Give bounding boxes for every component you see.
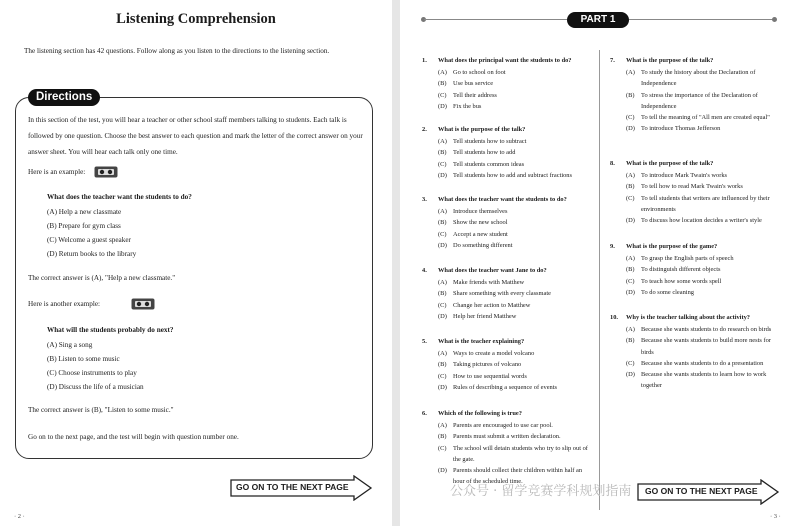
question-number: 6.: [422, 410, 427, 417]
option-text: To study the history about the Declaration of Independence: [641, 69, 756, 88]
option-text: To introduce Mark Twain's works: [641, 172, 728, 179]
option-text: To discuss how location decides a writer's style: [641, 217, 762, 225]
option-text: Help her friend Matthew: [453, 312, 517, 320]
question-4: [422, 267, 594, 322]
option-letter: (D): [626, 371, 635, 379]
example-option: (C) Choose instruments to play: [47, 369, 137, 377]
option-text: To teach how some words spell: [641, 277, 722, 285]
directions-text: In this section of the test, you will hear a teacher or other school staff members talking to students. Each talk is followed by one question. Choose the best answer to each question and mark the letter of the correct answer on your answer sheet. You will hear each talk only one time.: [28, 116, 363, 156]
question-number: 8.: [610, 160, 615, 167]
question-text: What does the principal want the students to do?: [438, 57, 572, 64]
example1-question: What does the teacher want the students to do?: [47, 193, 192, 201]
go-on-next-page-button[interactable]: [637, 479, 780, 505]
option-text: To tell students that writers are influenced by their environments: [641, 194, 770, 213]
example2-answer: The correct answer is (B), "Listen to some music.": [28, 406, 174, 414]
question-1: [422, 57, 594, 112]
example-option: (D) Discuss the life of a musician: [47, 383, 144, 391]
question-number: 4.: [422, 267, 427, 274]
option-letter: (C): [438, 444, 447, 452]
option-letter: (A): [438, 208, 447, 215]
example1-answer: The correct answer is (A), "Help a new classmate.": [28, 274, 176, 282]
option-letter: (D): [438, 312, 447, 320]
page-number: · 3 ·: [770, 513, 781, 520]
option-text: Ways to create a model volcano: [453, 350, 535, 357]
option-letter: (C): [438, 372, 447, 380]
option-letter: (A): [438, 422, 447, 429]
left-page: [0, 0, 392, 526]
option-text: To distinguish different objects: [641, 266, 721, 274]
option-letter: (C): [438, 160, 447, 168]
option-letter: (C): [438, 230, 447, 238]
option-text: To stress the importance of the Declaration of Independence: [641, 91, 758, 110]
option-letter: (B): [626, 183, 635, 191]
option-letter: (C): [438, 91, 447, 99]
option-letter: (D): [438, 467, 447, 475]
option-letter: (D): [438, 383, 447, 391]
question-3: [422, 196, 594, 251]
question-number: 5.: [422, 338, 427, 345]
header-dot: [772, 17, 777, 22]
option-text: To grasp the English parts of speech: [641, 255, 734, 262]
question-text: What is the purpose of the game?: [626, 243, 718, 250]
example-option: (A) Help a new classmate: [47, 208, 122, 216]
question-number: 10.: [610, 314, 618, 321]
question-10: [610, 314, 782, 392]
part-label: PART 1: [567, 12, 629, 28]
option-letter: (D): [626, 125, 635, 133]
option-letter: (A): [626, 255, 635, 262]
option-letter: (D): [438, 241, 447, 249]
option-letter: (A): [626, 69, 635, 76]
option-letter: (B): [626, 337, 635, 345]
go-on-label: GO ON TO THE NEXT PAGE: [645, 486, 758, 496]
question-text: What is the purpose of the talk?: [438, 126, 526, 133]
option-letter: (A): [626, 172, 635, 179]
question-text: What is the purpose of the talk?: [626, 160, 714, 167]
option-text: Introduce themselves: [453, 208, 508, 215]
question-number: 7.: [610, 57, 615, 64]
go-on-label: GO ON TO THE NEXT PAGE: [236, 482, 349, 492]
question-number: 3.: [422, 196, 427, 203]
option-text: Rules of describing a sequence of events: [453, 383, 557, 391]
question-text: What does the teacher want Jane to do?: [438, 267, 547, 274]
option-text: Accept a new student: [453, 230, 508, 238]
closing-text: Go on to the next page, and the test will begin with question number one.: [28, 433, 239, 441]
example-option: (D) Return books to the library: [47, 250, 137, 258]
example1-options: [47, 205, 136, 261]
option-text: Tell their address: [453, 91, 497, 99]
example-option: (A) Sing a song: [47, 341, 93, 349]
option-letter: (B): [626, 91, 635, 99]
example-option: (B) Listen to some music: [47, 355, 120, 363]
option-letter: (D): [626, 217, 635, 225]
option-letter: (C): [626, 194, 635, 202]
question-number: 2.: [422, 126, 427, 133]
option-letter: (C): [626, 277, 635, 285]
option-letter: (B): [438, 433, 447, 441]
option-letter: (B): [626, 266, 635, 274]
example2-question: What will the students probably do next?: [47, 326, 174, 334]
option-letter: (B): [438, 361, 447, 369]
question-8: [610, 160, 782, 226]
question-text: Which of the following is true?: [438, 410, 522, 417]
watermark: 公众号 · 留学竞赛学科规划指南: [450, 484, 632, 499]
option-text: Go to school on foot: [453, 69, 506, 76]
option-letter: (D): [438, 171, 447, 179]
example1-intro: Here is an example:: [28, 168, 86, 176]
option-text: To tell the meaning of "All men are created equal": [641, 114, 770, 122]
question-number: 1.: [422, 57, 427, 64]
option-text: Change her action to Matthew: [453, 301, 531, 309]
option-text: To do some cleaning: [641, 288, 694, 296]
header-rule: [629, 19, 774, 20]
question-text: What does the teacher want the students to do?: [438, 196, 567, 203]
option-letter: (A): [626, 326, 635, 333]
option-text: Tell students how to subtract: [453, 138, 527, 145]
option-text: Because she wants students to learn how to work together: [641, 371, 767, 390]
option-letter: (B): [438, 80, 447, 88]
option-text: Share something with every classmate: [453, 290, 551, 298]
option-text: Show the new school: [453, 219, 508, 227]
cassette-tape-icon: [131, 298, 155, 310]
option-letter: (B): [438, 290, 447, 298]
example-option: (B) Prepare for gym class: [47, 222, 121, 230]
option-text: Parents are encouraged to use car pool.: [453, 422, 553, 429]
option-text: Because she wants students to build more nests for birds: [641, 337, 771, 356]
option-text: Tell students how to add and subtract fractions: [453, 171, 572, 179]
question-9: [610, 243, 782, 298]
option-text: Taking pictures of volcano: [453, 361, 522, 369]
option-text: The school will detain students who try to slip out of the gate.: [453, 444, 588, 463]
page-number: · 2 ·: [14, 513, 25, 520]
option-text: Parents should collect their children within half an hour of the scheduled time.: [453, 467, 583, 486]
option-letter: (C): [626, 114, 635, 122]
question-text: Why is the teacher talking about the activity?: [626, 314, 750, 321]
option-text: Use bus service: [453, 80, 494, 88]
option-letter: (A): [438, 279, 447, 286]
option-letter: (A): [438, 138, 447, 145]
option-text: Tell students how to add: [453, 149, 516, 157]
page-title: Listening Comprehension: [116, 11, 276, 27]
example-option: (C) Welcome a guest speaker: [47, 236, 131, 244]
option-text: To introduce Thomas Jefferson: [641, 125, 721, 133]
option-text: Because she wants students to do research on birds: [641, 326, 772, 333]
question-6: [422, 410, 594, 488]
option-text: Fix the bus: [453, 102, 482, 110]
header-rule: [424, 19, 567, 20]
option-letter: (B): [438, 219, 447, 227]
option-text: Parents must submit a written declaration.: [453, 433, 561, 441]
option-text: To tell how to read Mark Twain's works: [641, 183, 743, 191]
option-letter: (A): [438, 350, 447, 357]
go-on-next-page-button[interactable]: [230, 475, 373, 501]
question-5: [422, 338, 594, 393]
right-page: [400, 0, 800, 526]
column-divider: [599, 50, 600, 510]
option-text: Make friends with Matthew: [453, 279, 525, 286]
option-text: Because she wants students to do a presentation: [641, 359, 764, 367]
option-text: How to use sequential words: [453, 372, 527, 380]
question-text: What is the purpose of the talk?: [626, 57, 714, 64]
question-7: [610, 57, 782, 135]
option-letter: (C): [626, 359, 635, 367]
option-letter: (B): [438, 149, 447, 157]
option-text: Tell students common ideas: [453, 160, 525, 168]
question-text: What is the teacher explaining?: [438, 338, 525, 345]
cassette-tape-icon: [94, 166, 118, 178]
question-2: [422, 126, 594, 181]
option-letter: (D): [626, 288, 635, 296]
option-text: Do something different: [453, 241, 513, 249]
option-letter: (D): [438, 102, 447, 110]
example2-intro: Here is another example:: [28, 300, 101, 308]
directions-label: Directions: [28, 89, 100, 106]
option-letter: (C): [438, 301, 447, 309]
option-letter: (A): [438, 69, 447, 76]
example2-options: [47, 338, 144, 394]
intro-text: The listening section has 42 questions. Follow along as you listen to the directions to the listening section.: [24, 47, 330, 55]
question-number: 9.: [610, 243, 615, 250]
